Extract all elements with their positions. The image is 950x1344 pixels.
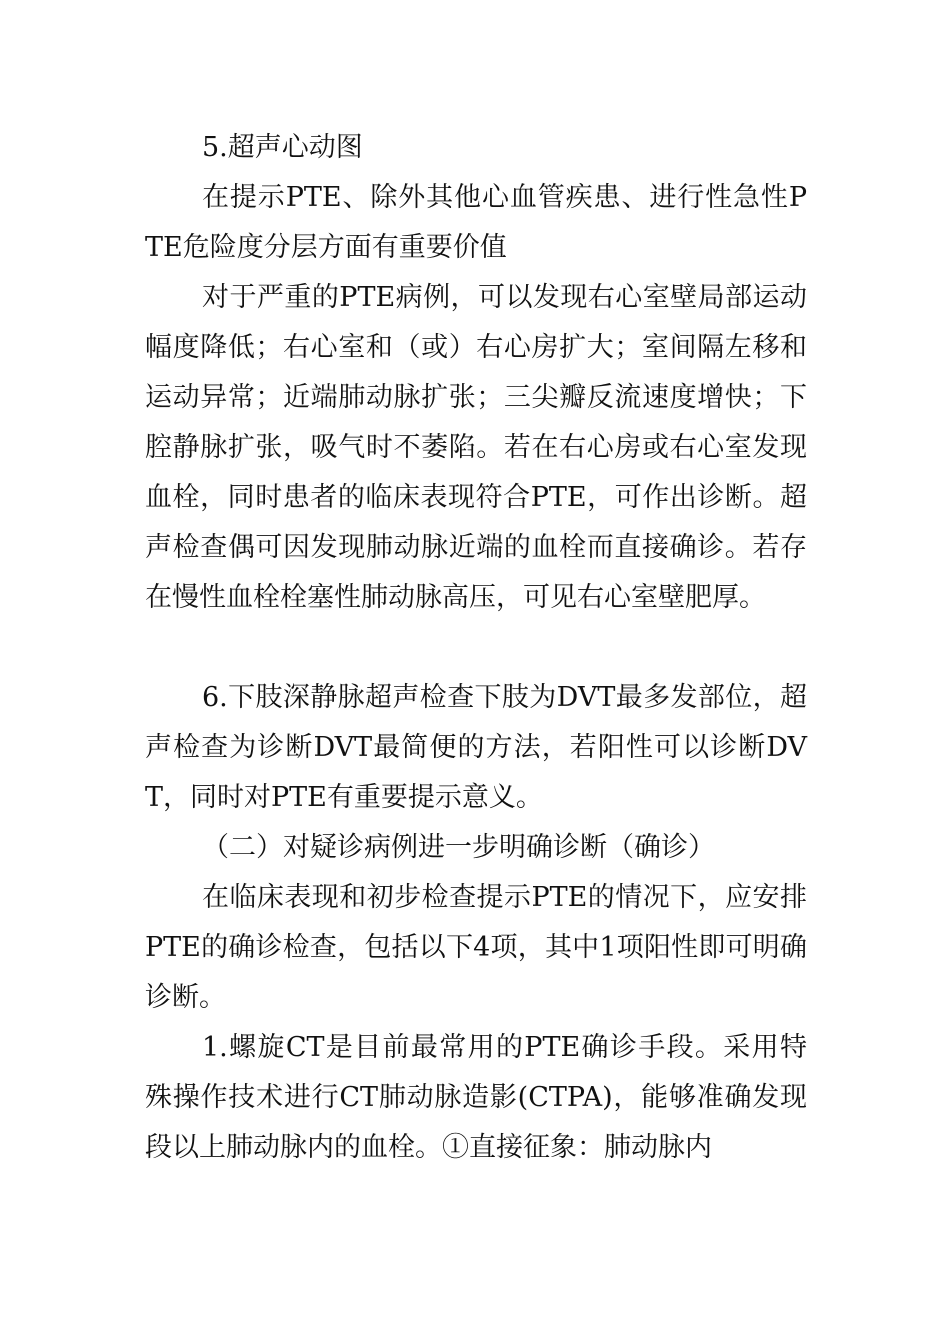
paragraph-dvt-ultrasound: 6.下肢深静脉超声检查下肢为DVT最多发部位，超声检查为诊断DVT最简便的方法，若阳性可以诊断DVT，同时对PTE有重要提示意义。 xyxy=(145,682,807,813)
paragraph-echo-value: 在提示PTE、除外其他心血管疾患、进行性急性PTE危险度分层方面有重要价值 xyxy=(145,182,807,263)
heading-echocardiography: 5.超声心动图 xyxy=(202,132,363,163)
paragraph-confirmation-intro: 在临床表现和初步检查提示PTE的情况下，应安排PTE的确诊检查，包括以下4项，其中1项阳性即可明确诊断。 xyxy=(145,882,807,1013)
heading-confirmation: （二）对疑诊病例进一步明确诊断（确诊） xyxy=(202,832,715,863)
paragraph-echo-findings: 对于严重的PTE病例，可以发现右心室壁局部运动幅度降低；右心室和（或）右心房扩大；室间隔左移和运动异常；近端肺动脉扩张；三尖瓣反流速度增快；下腔静脉扩张，吸气时不萎陷。若在右心房或右心室发现血栓，同时患者的临床表现符合PTE，可作出诊断。超声检查偶可因发现肺动脉近端的血栓而直接确诊。若存在慢性血栓栓塞性肺动脉高压，可见右心室壁肥厚。 xyxy=(145,282,807,613)
document-body xyxy=(145,123,807,1173)
paragraph-spiral-ct: 1.螺旋CT是目前最常用的PTE确诊手段。采用特殊操作技术进行CT肺动脉造影(CTPA)，能够准确发现段以上肺动脉内的血栓。①直接征象：肺动脉内 xyxy=(145,1032,807,1163)
